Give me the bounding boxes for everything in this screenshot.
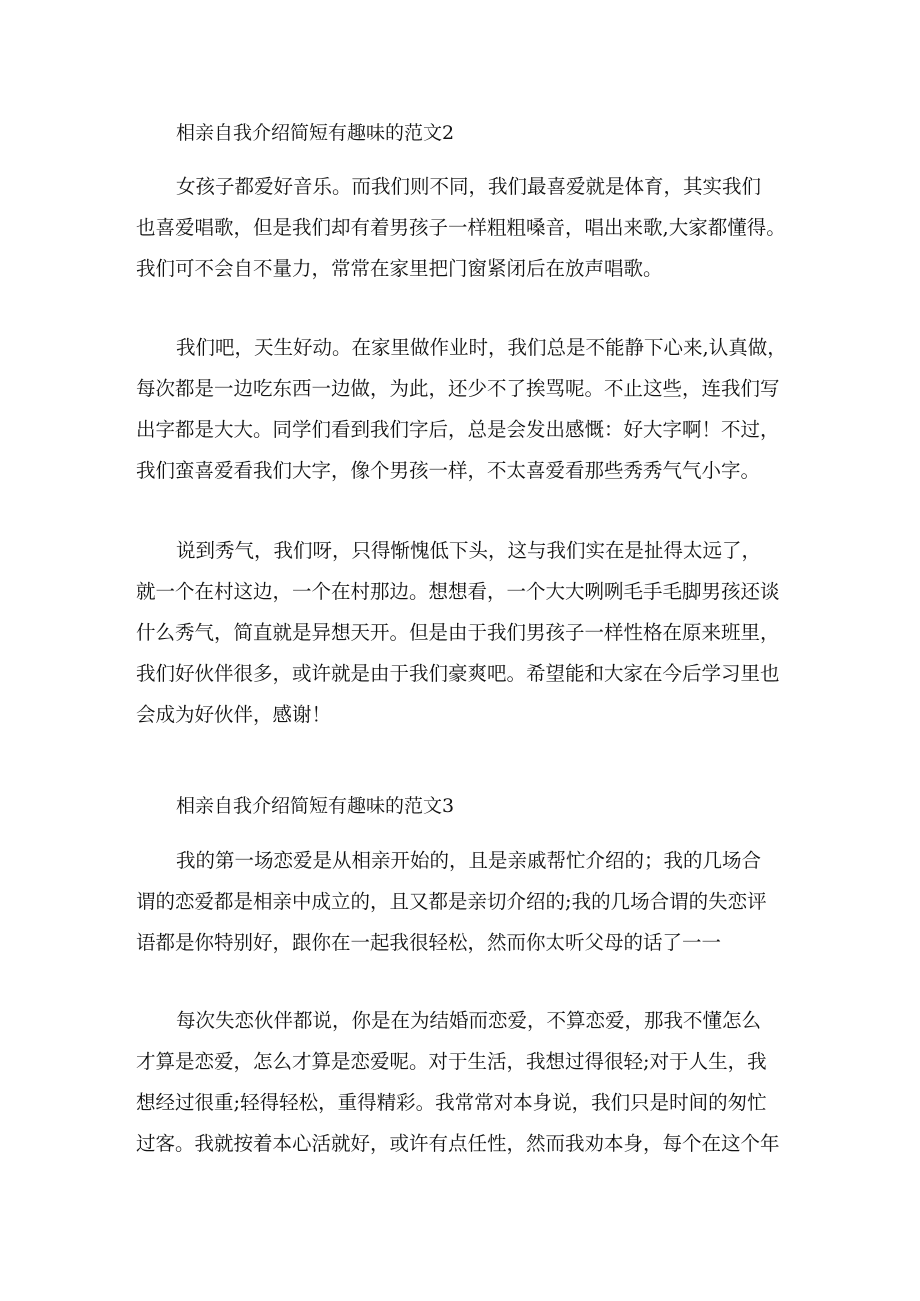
- text-line: 每次失恋伙伴都说，你是在为结婚而恋爱，不算恋爱，那我不懂怎么: [176, 1009, 762, 1032]
- text-line: 我的第一场恋爱是从相亲开始的，且是亲戚帮忙介绍的；我的几场合: [176, 849, 762, 872]
- text-line: 会成为好伙伴，感谢！: [136, 703, 332, 726]
- text-line: 才算是恋爱，怎么才算是恋爱呢。对于生活，我想过得很轻;对于人生，我: [136, 1050, 767, 1073]
- text-line: 也喜爱唱歌，但是我们却有着男孩子一样粗粗嗓音，唱出来歌,大家都懂得。: [136, 216, 786, 239]
- text-line: 想经过很重;轻得轻松，重得精彩。我常常对本身说，我们只是时间的匆忙: [136, 1091, 767, 1114]
- text-line: 谓的恋爱都是相亲中成立的，且又都是亲切介绍的;我的几场合谓的失恋评: [136, 890, 767, 913]
- paragraph: [136, 530, 796, 735]
- paragraph: [136, 840, 796, 963]
- paragraph: [136, 1000, 796, 1164]
- paragraph: [136, 327, 796, 491]
- text-line: 语都是你特别好，跟你在一起我很轻松，然而你太听父母的话了一一: [136, 931, 722, 954]
- section-heading: 相亲自我介绍简短有趣味的范文3: [176, 795, 455, 817]
- text-line: 每次都是一边吃东西一边做，为此，还少不了挨骂呢。不止这些，连我们写: [136, 377, 780, 400]
- text-line: 过客。我就按着本心活就好，或许有点任性，然而我劝本身，每个在这个年: [136, 1132, 780, 1155]
- text-line: 说到秀气，我们呀，只得惭愧低下头，这与我们实在是扯得太远了，: [176, 539, 762, 562]
- text-line: 我们好伙伴很多，或许就是由于我们豪爽吧。希望能和大家在今后学习里也: [136, 662, 780, 685]
- paragraph: [136, 166, 796, 289]
- text-line: 出字都是大大。同学们看到我们字后，总是会发出感慨：好大字啊！不过，: [136, 418, 780, 441]
- section-heading: 相亲自我介绍简短有趣味的范文2: [176, 122, 455, 144]
- text-line: 我们可不会自不量力，常常在家里把门窗紧闭后在放声唱歌。: [136, 257, 663, 280]
- text-line: 什么秀气，简直就是异想天开。但是由于我们男孩子一样性格在原来班里，: [136, 621, 780, 644]
- text-line: 就一个在村这边，一个在村那边。想想看，一个大大咧咧毛手毛脚男孩还谈: [136, 580, 780, 603]
- text-line: 我们吧，天生好动。在家里做作业时，我们总是不能静下心来,认真做，: [176, 336, 787, 359]
- text-line: 我们蛮喜爱看我们大字，像个男孩一样，不太喜爱看那些秀秀气气小字。: [136, 459, 761, 482]
- text-line: 女孩子都爱好音乐。而我们则不同，我们最喜爱就是体育，其实我们: [176, 175, 762, 198]
